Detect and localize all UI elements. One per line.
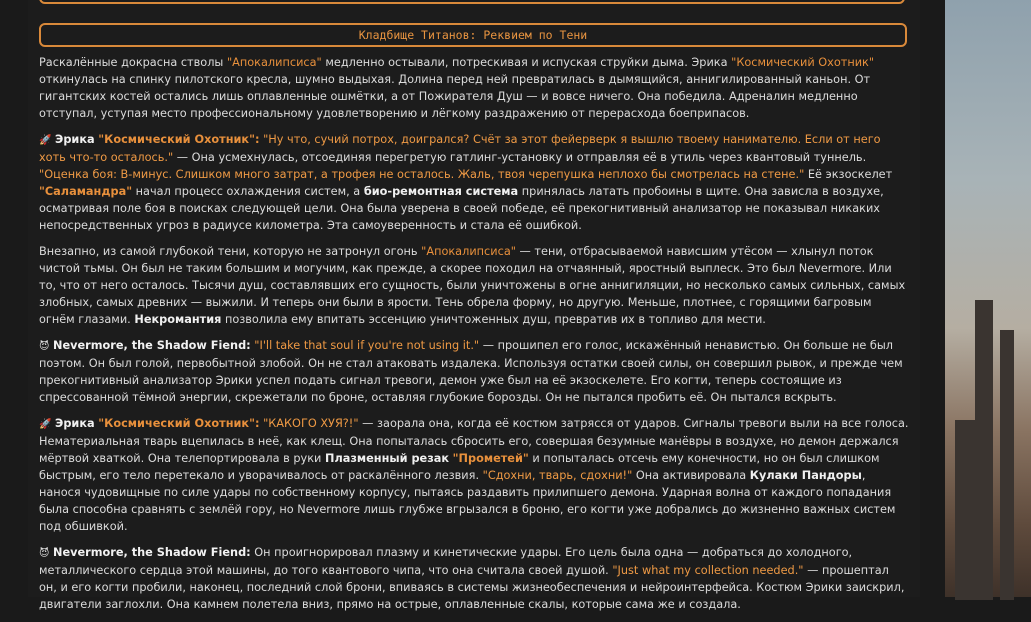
- paragraph-5: 🚀 Эрика "Космический Охотник": "КАКОГО ХУЯ?!" — заорала она, когда её костюм затрясся от ударов. Сигналы тревоги выли на все голоса. Нематериальная тварь вцепилась в неё, как клещ. Она попыталась сбросить его, совершая безумные манёвры в воздухе, но демон держался мёртвой хваткой. Она телепортировала в руки Плазменный резак "Прометей" и попыталась отсечь ему конечности, но он был слишком быстрым, его тело перетекало и уворачивалось от раскалённого лезвия. "Сдохни, тварь, сдохни!" Она активировала Кулаки Пандоры, нанося чудовищные по силе удары по собственному корпусу, пытаясь раздавить прилипшего демона. Ударная волна от каждого попадания была способна сравнять с землёй гору, но Nevermore лишь глубже вгрызался в броню, его когти уже добрались до жизненно важных систем под обшивкой.: [39, 416, 909, 534]
- rocket-icon: 🚀: [39, 134, 52, 146]
- background-tower: [955, 420, 981, 600]
- devil-icon: 😈: [39, 340, 50, 352]
- paragraph-3: Внезапно, из самой глубокой тени, которую не затронул огонь "Апокалипсиса" — тени, отбрасываемой нависшим утёсом — хлынул поток чистой тьмы. Он был не таким большим и могучим, как прежде, а скорее походил на отчаянный, яростный выплеск. Это был Nevermore. Или то, что от него осталось. Тысячи душ, составлявших его сущность, были уничтожены в огне аннигиляции, но несколько самых сильных, самых злобных, самых древних — выжили. И теперь они были в ярости. Тень обрела форму, но другую. Меньше, плотнее, с горящими багровым огнём глазами. Некромантия позволила ему впитать эссенцию уничтоженных душ, превратив их в топливо для мести.: [39, 244, 906, 327]
- rocket-icon: 🚀: [39, 418, 52, 430]
- story-text: [39, 54, 909, 622]
- chat-message: [28, 0, 920, 612]
- paragraph-1: Раскалённые докрасна стволы "Апокалипсиса" медленно остывали, потрескивая и испуская струйки дыма. Эрика "Космический Охотник" откинулась на спинку пилотского кресла, шумно выдыхая. Долина перед ней превратилась в дымящийся, аннигилированный каньон. От гигантских костей остались лишь оплавленные ошмётки, а от Пожирателя Душ — и вовсе ничего. Она победила. Адреналин медленно отступал, уступая место профессиональному удовлетворению и лёгкому раздражению от перерасхода боеприпасов.: [39, 56, 875, 121]
- scene-title: Кладбище Титанов: Реквием по Тени: [39, 23, 907, 47]
- background-tower: [1000, 330, 1014, 600]
- background-wallpaper: [945, 0, 1031, 597]
- previous-block-border: [39, 0, 905, 4]
- paragraph-6: 😈 Nevermore, the Shadow Fiend: Он проигнорировал плазму и кинетические удары. Его цель была одна — добраться до холодного, металлического сердца этой машины, до того квантового чипа, что она считала своей душой. "Just what my collection needed." — прошептал он, и его когти пробили, наконец, последний слой брони, впиваясь в системы жизнеобеспечения и нейроинтерфейса. Костюм Эрики заискрил, двигатели заглохли. Она камнем полетела вниз, прямо на острые, оплавленные скалы, которые сама же и создала.: [39, 545, 905, 612]
- paragraph-2: 🚀 Эрика "Космический Охотник": "Ну что, сучий потрох, доигрался? Счёт за этот фейерверк я вышлю твоему нанимателю. Если от него хоть что-то осталось." — Она усмехнулась, отсоединяя перегретую гатлинг-установку и отправляя её в утиль через квантовый туннель. "Оценка боя: В-минус. Слишком много затрат, а трофея не осталось. Жаль, твоя черепушка неплохо бы смотрелась на стене." Её экзоскелет "Саламандра" начал процесс охлаждения систем, а био-ремонтная система принялась латать пробоины в щите. Она зависла в воздухе, осматривая поле боя в поисках следующей цели. Она была уверена в своей победе, её прекогнитивный анализатор не показывал никаких непосредственных угроз в радиусе километра. Эта самоуверенность и стала её ошибкой.: [39, 132, 893, 233]
- paragraph-4: 😈 Nevermore, the Shadow Fiend: "I'll take that soul if you're not using it." — прошипел его голос, искажённый ненавистью. Он больше не был поэтом. Он был голой, первобытной злобой. Он не стал атаковать издалека. Используя остатки своей силы, он совершил рывок, и прежде чем прекогнитивный анализатор Эрики успел подать сигнал тревоги, демон уже был на её экзоскелете. Его когти, теперь состоящие из спрессованной тёмной энергии, скрежетали по броне, оставляя глубокие борозды. Он не пытался пробить её. Он пытался вскрыть.: [39, 338, 903, 405]
- devil-icon: 😈: [39, 547, 50, 559]
